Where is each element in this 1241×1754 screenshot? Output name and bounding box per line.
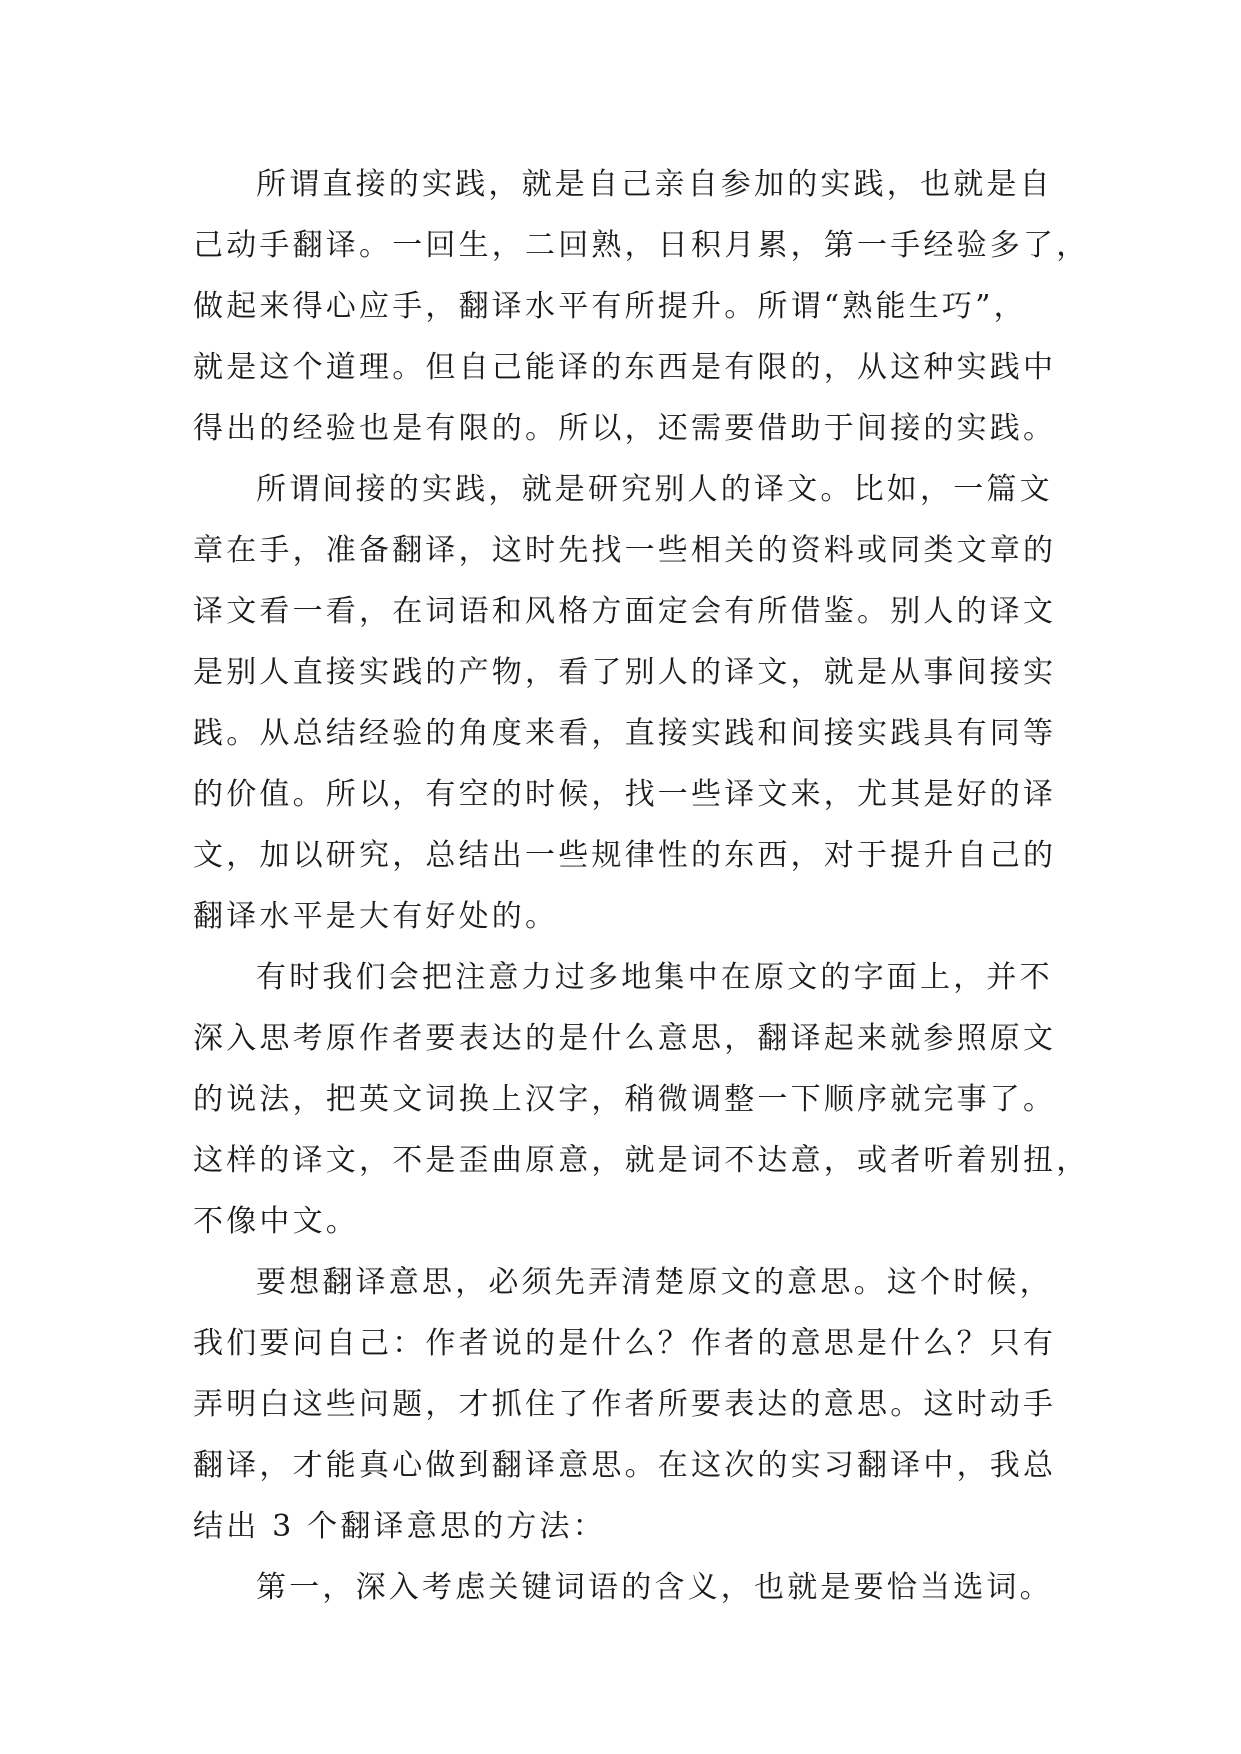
- text-line: 不像中文。: [193, 1204, 359, 1239]
- text-line: 我们要问自己：作者说的是什么？作者的意思是什么？只有: [193, 1326, 1057, 1361]
- text-line: 结出 3 个翻译意思的方法：: [193, 1509, 606, 1544]
- text-line: 文，加以研究，总结出一些规律性的东西，对于提升自己的: [193, 838, 1057, 873]
- paragraph-literal-translation: [193, 947, 1090, 1252]
- text-line: 第一，深入考虑关键词语的含义，也就是要恰当选词。: [256, 1570, 1053, 1605]
- text-line: 是别人直接实践的产物，看了别人的译文，就是从事间接实: [193, 655, 1057, 690]
- text-line: 弄明白这些问题，才抓住了作者所要表达的意思。这时动手: [193, 1387, 1057, 1422]
- text-line: 践。从总结经验的角度来看，直接实践和间接实践具有同等: [193, 716, 1057, 751]
- text-line: 翻译水平是大有好处的。: [193, 899, 559, 934]
- text-line: 翻译，才能真心做到翻译意思。在这次的实习翻译中，我总: [193, 1448, 1057, 1483]
- text-line: 的价值。所以，有空的时候，找一些译文来，尤其是好的译: [193, 777, 1057, 812]
- paragraph-direct-practice: [193, 154, 1090, 459]
- text-line: 所谓间接的实践，就是研究别人的译文。比如，一篇文: [256, 472, 1053, 507]
- text-line: 就是这个道理。但自己能译的东西是有限的，从这种实践中: [193, 350, 1057, 385]
- paragraph-indirect-practice: [193, 459, 1083, 947]
- text-line: 这样的译文，不是歪曲原意，就是词不达意，或者听着别扭，: [193, 1143, 1090, 1178]
- text-line: 深入思考原作者要表达的是什么意思，翻译起来就参照原文: [193, 1021, 1057, 1056]
- text-line: 做起来得心应手，翻译水平有所提升。所谓“熟能生巧”，: [193, 289, 1027, 324]
- paragraph-method-one: [193, 1557, 1083, 1618]
- text-line: 的说法，把英文词换上汉字，稍微调整一下顺序就完事了。: [193, 1082, 1057, 1117]
- text-line: 译文看一看，在词语和风格方面定会有所借鉴。别人的译文: [193, 594, 1057, 629]
- text-line: 要想翻译意思，必须先弄清楚原文的意思。这个时候，: [256, 1265, 1053, 1300]
- paragraph-translate-meaning: [193, 1252, 1083, 1557]
- text-line: 有时我们会把注意力过多地集中在原文的字面上，并不: [256, 960, 1053, 995]
- text-line: 章在手，准备翻译，这时先找一些相关的资料或同类文章的: [193, 533, 1057, 568]
- text-line: 得出的经验也是有限的。所以，还需要借助于间接的实践。: [193, 411, 1057, 446]
- document-body: [193, 154, 1090, 1618]
- text-line: 己动手翻译。一回生，二回熟，日积月累，第一手经验多了，: [193, 228, 1090, 263]
- text-line: 所谓直接的实践，就是自己亲自参加的实践，也就是自: [256, 167, 1053, 202]
